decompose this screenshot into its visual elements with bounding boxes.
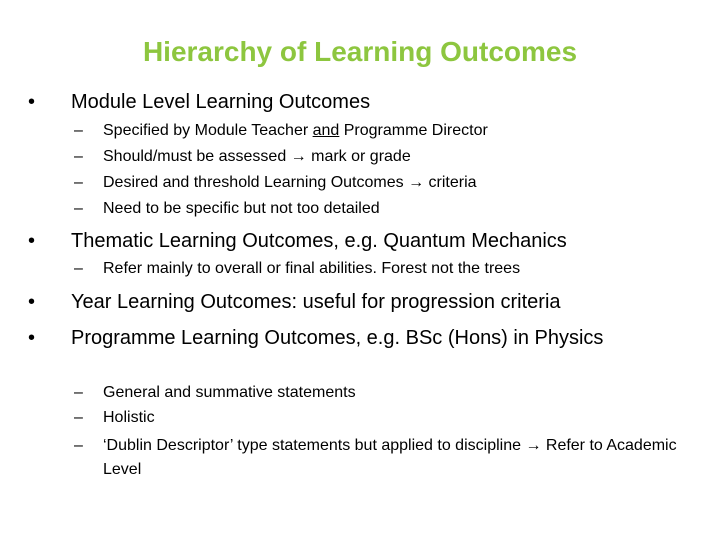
dash-marker: – xyxy=(74,384,83,401)
sub-bullet-text xyxy=(103,121,683,141)
text-part: Desired and threshold Learning Outcomes xyxy=(103,174,409,191)
sub-bullet xyxy=(74,434,678,482)
bullet-marker: • xyxy=(28,327,36,349)
dash-marker: – xyxy=(74,409,83,426)
underlined-word: and xyxy=(312,122,340,139)
bullet-text: Programme Learning Outcomes, e.g. BSc (Hons) in Physics xyxy=(71,327,604,349)
sub-bullet xyxy=(74,259,683,279)
text-part: Should/must be assessed xyxy=(103,148,291,165)
arrow-icon: → xyxy=(290,148,307,165)
dash-marker: – xyxy=(74,148,83,165)
text-part: Programme Director xyxy=(339,122,488,139)
dash-marker: – xyxy=(74,437,83,454)
sub-bullet xyxy=(74,147,683,167)
sub-bullet-text xyxy=(103,147,683,167)
sub-bullet-text: Need to be specific but not too detailed xyxy=(103,200,380,217)
text-part: Specified by Module Teacher xyxy=(103,122,313,139)
bullet-text: Module Level Learning Outcomes xyxy=(71,91,371,113)
bullet-text: Year Learning Outcomes: useful for progression criteria xyxy=(71,291,561,313)
sub-bullet-text: Refer mainly to overall or final abilities. Forest not the trees xyxy=(103,260,521,277)
sub-bullet xyxy=(74,383,683,403)
sub-bullet xyxy=(74,173,683,193)
dash-marker: – xyxy=(74,200,83,217)
text-part: criteria xyxy=(424,174,477,191)
dash-marker: – xyxy=(74,260,83,277)
text-part: Refer to Academic Level xyxy=(103,437,677,478)
text-part: ‘Dublin Descriptor’ type statements but applied to discipline xyxy=(103,437,526,454)
arrow-icon: → xyxy=(525,437,542,454)
dash-marker: – xyxy=(74,122,83,139)
arrow-icon: → xyxy=(408,174,425,191)
sub-bullet xyxy=(74,121,683,141)
bullet-programme xyxy=(28,322,631,354)
bullet-module-level xyxy=(28,90,686,114)
bullet-year xyxy=(28,290,686,314)
sub-bullet-text: General and summative statements xyxy=(103,384,356,401)
bullet-marker: • xyxy=(28,291,36,313)
sub-bullet-text xyxy=(103,173,683,193)
bullet-thematic xyxy=(28,229,686,253)
bullet-text: Thematic Learning Outcomes, e.g. Quantum Mechanics xyxy=(71,230,567,252)
sub-bullet xyxy=(74,199,683,219)
dash-marker: – xyxy=(74,174,83,191)
sub-bullet xyxy=(74,408,683,428)
slide-title: Hierarchy of Learning Outcomes xyxy=(142,36,578,67)
text-part: mark or grade xyxy=(306,148,411,165)
bullet-marker: • xyxy=(28,91,36,113)
sub-bullet-text xyxy=(103,434,678,482)
bullet-marker: • xyxy=(28,230,36,252)
sub-bullet-text: Holistic xyxy=(103,409,155,426)
